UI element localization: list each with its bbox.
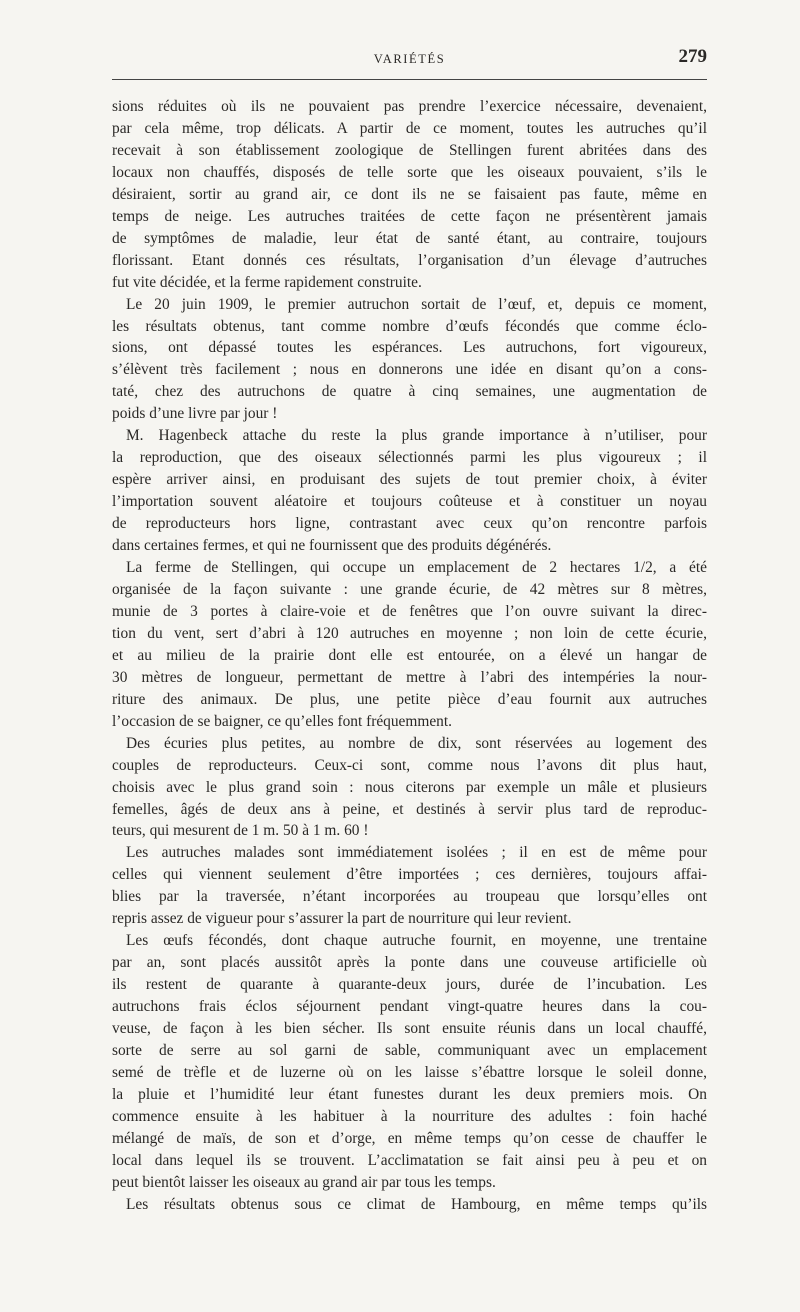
text-line: de reproducteurs hors ligne, contrastant avec ceux qu’on rencontre parfois (112, 515, 707, 533)
text-line: 30 mètres de longueur, permettant de mettre à l’abri des intempéries la nour- (112, 668, 707, 686)
text-line: riture des animaux. De plus, une petite pièce d’eau fournit aux autruches (112, 690, 707, 708)
text-line: recevait à son établissement zoologique de Stellingen furent abritées dans des (112, 141, 707, 159)
text-line: ils restent de quarante à quarante-deux jours, durée de l’incubation. Les (112, 976, 707, 994)
running-title: VARIÉTÉS (373, 52, 446, 66)
header-rule (112, 79, 707, 80)
text-line: taté, chez des autruchons de quatre à cinq semaines, une augmentation de (112, 383, 707, 401)
text-line: semé de trèfle et de luzerne où on les laisse s’ébattre lorsque le soleil donne, (112, 1063, 707, 1081)
text-line: repris assez de vigueur pour s’assurer la part de nourriture qui leur revient. (112, 910, 572, 928)
text-line: blies par la traversée, n’étant incorporées au troupeau que lorsqu’elles ont (112, 888, 707, 906)
page-number: 279 (678, 46, 707, 67)
text-line: munie de 3 portes à claire-voie et de fenêtres que l’on ouvre suivant la direc- (112, 602, 707, 620)
text-line: s’élèvent très facilement ; nous en donnerons une idée en disant qu’on a cons- (112, 361, 707, 379)
text-line: Les œufs fécondés, dont chaque autruche fournit, en moyenne, une trentaine (126, 932, 707, 950)
text-line: Les résultats obtenus sous ce climat de Hambourg, en même temps qu’ils (126, 1195, 707, 1213)
text-line: mélangé de maïs, de son et d’orge, en même temps qu’on cesse de chauffer le (112, 1129, 707, 1147)
text-line: florissant. Etant donnés ces résultats, l’organisation d’un élevage d’autruches (112, 251, 707, 269)
text-line: sions réduites où ils ne pouvaient pas prendre l’exercice nécessaire, devenaient, (112, 98, 707, 115)
text-line: celles qui viennent seulement d’être importées ; ces dernières, toujours affai- (112, 866, 707, 884)
text-line: de symptômes de maladie, leur état de santé étant, au contraire, toujours (112, 229, 707, 247)
text-line: peut bientôt laisser les oiseaux au grand air par tous les temps. (112, 1173, 496, 1191)
text-line: l’importation souvent aléatoire et toujours coûteuse et à constituer un noyau (112, 493, 707, 511)
text-line: Des écuries plus petites, au nombre de dix, sont réservées au logement des (126, 734, 707, 752)
text-line: choisis avec le plus grand soin : nous citerons par exemple un mâle et plusieurs (112, 778, 707, 796)
text-line: poids d’une livre par jour ! (112, 405, 278, 423)
text-line: Les autruches malades sont immédiatement isolées ; il en est de même pour (126, 844, 707, 862)
text-line: M. Hagenbeck attache du reste la plus grande importance à n’utiliser, pour (126, 427, 707, 445)
text-line: sorte de serre au sol garni de sable, communiquant avec un emplacement (112, 1041, 707, 1059)
body-text (112, 96, 707, 1216)
text-line: sions, ont dépassé toutes les espérances. Les autruchons, fort vigoureux, (112, 339, 707, 357)
text-line: femelles, âgés de deux ans à peine, et destinés à servir plus tard de reproduc- (112, 800, 707, 818)
text-line: locaux non chauffés, disposés de telle sorte que les oiseaux pouvaient, s’ils le (112, 163, 707, 181)
text-line: espère arriver ainsi, en produisant des sujets de tout premier choix, à éviter (112, 471, 707, 489)
text-line: par cela même, trop délicats. A partir de ce moment, toutes les autruches qu’il (112, 119, 707, 137)
text-line: local dans lequel ils se trouvent. L’acclimatation se fait ainsi peu à peu et on (112, 1151, 707, 1169)
text-line: les résultats obtenus, tant comme nombre d’œufs fécondés que comme éclo- (112, 317, 707, 335)
text-line: veuse, de façon à les bien sécher. Ils sont ensuite réunis dans un local chauffé, (112, 1020, 707, 1038)
page-header (112, 44, 707, 74)
text-line: désiraient, sortir au grand air, ce dont ils ne se faisaient pas faute, même en (112, 185, 707, 203)
text-line: l’occasion de se baigner, ce qu’elles font fréquemment. (112, 712, 452, 730)
text-line: La ferme de Stellingen, qui occupe un emplacement de 2 hectares 1/2, a été (126, 559, 707, 577)
text-line: teurs, qui mesurent de 1 m. 50 à 1 m. 60 ! (112, 822, 369, 840)
text-line: tion du vent, sert d’abri à 120 autruches en moyenne ; non loin de cette écurie, (112, 624, 707, 642)
text-line: la pluie et l’humidité leur étant funestes durant les deux premiers mois. On (112, 1085, 707, 1103)
text-line: et au milieu de la prairie dont elle est entourée, on a élevé un hangar de (112, 646, 707, 664)
text-line: Le 20 juin 1909, le premier autruchon sortait de l’œuf, et, depuis ce moment, (126, 295, 707, 313)
text-line: la reproduction, que des oiseaux sélectionnés parmi les plus vigoureux ; il (112, 449, 707, 467)
text-line: autruchons frais éclos séjournent pendant vingt-quatre heures dans la cou- (112, 998, 707, 1016)
text-line: organisée de la façon suivante : une grande écurie, de 42 mètres sur 8 mètres, (112, 580, 707, 598)
text-line: dans certaines fermes, et qui ne fournissent que des produits dégénérés. (112, 537, 552, 555)
text-line: commence ensuite à les habituer à la nourriture des adultes : foin haché (112, 1107, 707, 1125)
text-line: couples de reproducteurs. Ceux-ci sont, comme nous l’avons dit plus haut, (112, 756, 707, 774)
text-line: temps de neige. Les autruches traitées de cette façon ne présentèrent jamais (112, 207, 707, 225)
text-line: par an, sont placés aussitôt après la ponte dans une couveuse artificielle où (112, 954, 707, 972)
text-line: fut vite décidée, et la ferme rapidement construite. (112, 273, 422, 291)
